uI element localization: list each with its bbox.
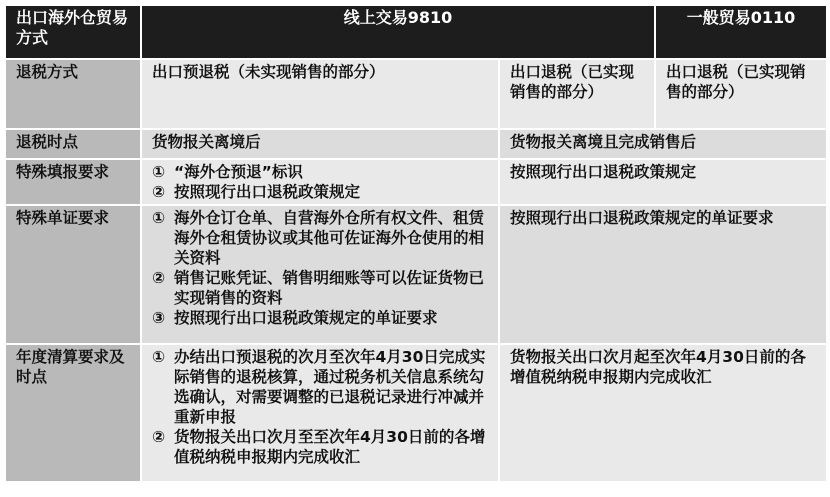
list-item-number: ① <box>152 348 166 366</box>
list-item <box>152 182 488 202</box>
list-item <box>152 268 488 308</box>
list-item-text: 海外仓订仓单、自营海外仓所有权文件、租赁海外仓租赁协议或其他可佐证海外仓使用的相关资料 <box>174 209 485 267</box>
row-label-filing-requirements: 特殊填报要求 <box>6 160 140 204</box>
list-item <box>152 162 488 182</box>
filing-requirements-prerefund-cell <box>142 160 498 204</box>
document-requirements-sold-cell: 按照现行出口退税政策规定的单证要求 <box>500 206 826 343</box>
refund-method-prerefund-cell: 出口预退税（未实现销售的部分） <box>142 60 498 128</box>
refund-method-online-sold-cell: 出口退税（已实现销售的部分） <box>500 60 654 128</box>
header-corner-cell: 出口海外仓贸易方式 <box>6 6 140 58</box>
export-tax-refund-table <box>4 4 828 483</box>
table-row <box>6 160 826 204</box>
annual-settlement-prerefund-cell <box>142 345 498 481</box>
list-item <box>152 427 488 467</box>
row-label-annual-settlement: 年度清算要求及时点 <box>6 345 140 481</box>
list-item-number: ② <box>152 269 166 287</box>
header-row <box>6 6 826 58</box>
table-row <box>6 130 826 158</box>
list-item-text: 按照现行出口退税政策规定的单证要求 <box>174 309 438 327</box>
filing-requirements-sold-cell: 按照现行出口退税政策规定 <box>500 160 826 204</box>
list-item-number: ① <box>152 209 166 227</box>
annual-settlement-sold-cell: 货物报关出口次月起至次年4月30日前的各增值税纳税申报期内完成收汇 <box>500 345 826 481</box>
list-item-text: 货物报关出口次月至至次年4月30日前的各增值税纳税申报期内完成收汇 <box>174 428 486 466</box>
header-online-trade-cell: 线上交易9810 <box>142 6 654 58</box>
row-label-document-requirements: 特殊单证要求 <box>6 206 140 343</box>
list-item-text: 办结出口预退税的次月至次年4月30日完成实际销售的退税核算，通过税务机关信息系统勾选确认，对需要调整的已退税记录进行冲减并重新申报 <box>174 348 486 426</box>
list-item-number: ② <box>152 183 166 201</box>
row-label-refund-method: 退税方式 <box>6 60 140 128</box>
list-item-text: “海外仓预退”标识 <box>174 163 303 181</box>
list-item-number: ② <box>152 428 166 446</box>
list-item-text: 销售记账凭证、销售明细账等可以佐证货物已实现销售的资料 <box>174 269 485 307</box>
list-item-text: 按照现行出口退税政策规定 <box>174 183 361 201</box>
list-item <box>152 208 488 268</box>
list-item <box>152 347 488 427</box>
list-item-number: ③ <box>152 309 166 327</box>
header-general-trade-cell: 一般贸易0110 <box>656 6 826 58</box>
refund-method-general-sold-cell: 出口退税（已实现销售的部分） <box>656 60 826 128</box>
refund-timing-prerefund-cell: 货物报关离境后 <box>142 130 498 158</box>
refund-timing-sold-cell: 货物报关离境且完成销售后 <box>500 130 826 158</box>
table-row <box>6 345 826 481</box>
table-row <box>6 60 826 128</box>
list-item-number: ① <box>152 163 166 181</box>
row-label-refund-timing: 退税时点 <box>6 130 140 158</box>
document-requirements-prerefund-cell <box>142 206 498 343</box>
list-item <box>152 308 488 328</box>
table-row <box>6 206 826 343</box>
